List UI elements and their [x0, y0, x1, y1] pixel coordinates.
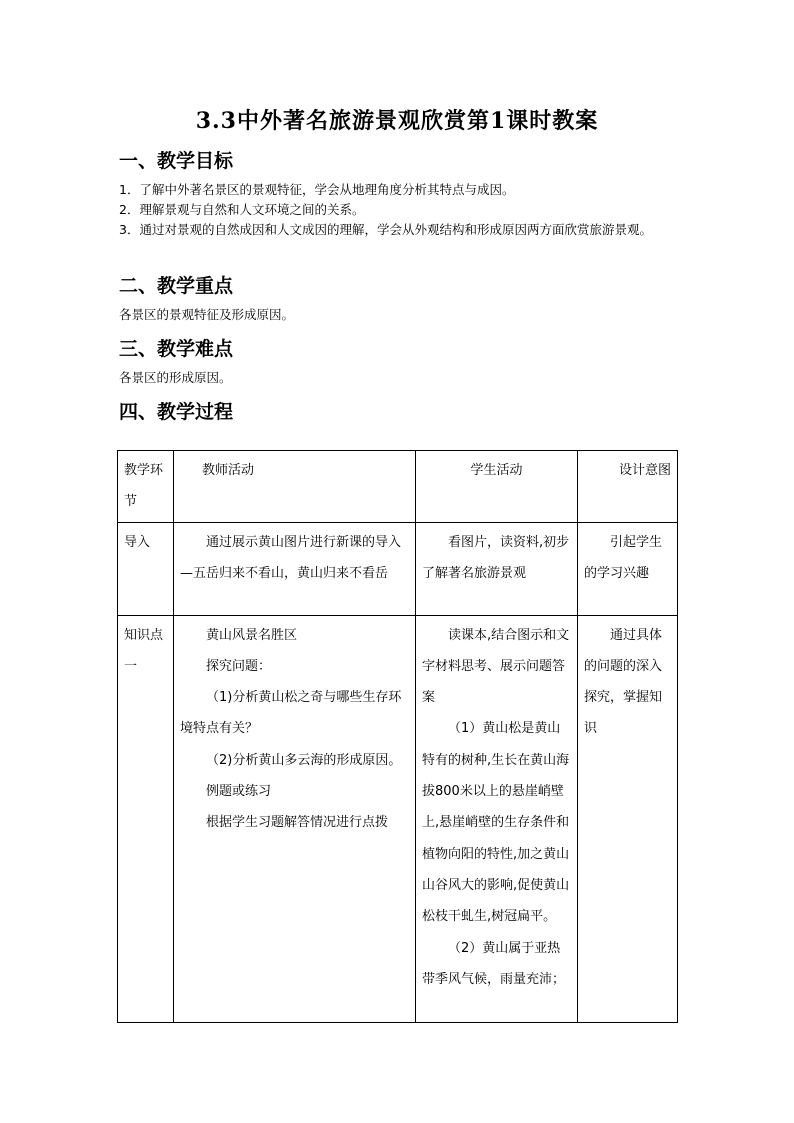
heading-difficulties: 三、教学难点	[119, 338, 234, 360]
heading-process: 四、教学过程	[119, 401, 234, 423]
table-header-row	[118, 451, 678, 523]
student-cell	[416, 522, 578, 615]
table-row	[118, 615, 678, 1022]
teacher-cell	[174, 615, 416, 1022]
student-text: 读课本,结合图示和文字材料思考、展示问题答案	[422, 627, 570, 706]
header-teacher: 教师活动	[174, 451, 416, 523]
difficulties-text: 各景区的形成原因。	[119, 370, 232, 385]
objectives-list	[119, 180, 679, 240]
teaching-process-table	[117, 450, 678, 1023]
teacher-text: 根据学生习题解答情况进行点拨	[206, 815, 389, 831]
student-text: （1）黄山松是黄山特有的树种,生长在黄山海拔800米以上的悬崖峭壁上,悬崖峭壁的生存条件和植物向阳的特性,加之黄山山谷风大的影响,促使黄山松枝干虬生,树冠扁平。	[422, 721, 570, 925]
doc-title: 3.3中外著名旅游景观欣赏第1课时教案	[195, 108, 599, 134]
student-cell	[416, 615, 578, 1022]
teacher-text: 黄山风景名胜区	[206, 627, 298, 643]
teacher-text: 探究问题：	[206, 658, 272, 674]
header-stage: 教学环节	[118, 451, 174, 523]
teacher-text: （1)分析黄山松之奇与哪些生存环境特点有关？	[180, 690, 402, 737]
teacher-cell	[174, 522, 416, 615]
intent-cell: 引起学生的学习兴趣	[578, 522, 678, 615]
objective-item: 2．理解景观与自然和人文环境之间的关系。	[119, 202, 365, 217]
intent-cell: 通过具体的问题的深入探究，掌握知识	[578, 615, 678, 1022]
header-student: 学生活动	[416, 451, 578, 523]
teacher-text: （2)分析黄山多云海的形成原因。	[206, 752, 402, 768]
objective-item: 1．了解中外著名景区的景观特征，学会从地理角度分析其特点与成因。	[119, 182, 515, 197]
student-text: 看图片，读资料,初步了解著名旅游景观	[422, 534, 570, 581]
student-text: （2）黄山属于亚热带季风气候，雨量充沛；	[422, 940, 566, 987]
heading-objectives: 一、教学目标	[119, 150, 234, 172]
key-points-text: 各景区的景观特征及形成原因。	[119, 307, 295, 322]
stage-cell: 导入	[118, 522, 174, 615]
teacher-text: 通过展示黄山图片进行新课的导入—五岳归来不看山，黄山归来不看岳	[180, 534, 402, 581]
header-intent: 设计意图	[578, 451, 678, 523]
stage-cell: 知识点一	[118, 615, 174, 1022]
objective-item: 3．通过对景观的自然成因和人文成因的理解，学会从外观结构和形成原因两方面欣赏旅游景观。	[119, 222, 652, 237]
table-row	[118, 522, 678, 615]
heading-key-points: 二、教学重点	[119, 275, 234, 297]
teacher-text: 例题或练习	[206, 784, 272, 800]
